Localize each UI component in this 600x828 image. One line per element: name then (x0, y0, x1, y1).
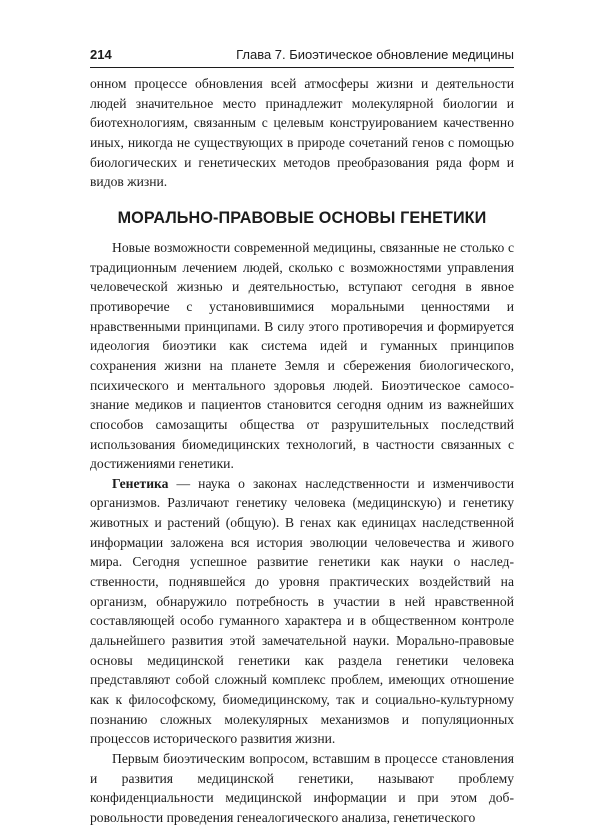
header-rule (90, 67, 514, 68)
running-header (90, 47, 514, 65)
term-genetics: Генетика (112, 475, 169, 491)
body-text (90, 74, 514, 828)
page-number: 214 (90, 47, 112, 62)
paragraph-continued: онном процессе обновления всей атмосферы жизни и деятельности людей значительное место принадлежит молекулярной биологии и биотехнологиям, связанным с целевым конструированием качественно иных, никогда не существующих в природе сочетаний генов с помощью биологических и генетических методов преобразования ряда форм и видов жизни. (90, 76, 514, 190)
paragraph-genetics-definition (90, 474, 514, 749)
paragraph-new-possibilities: Новые возможности современной медицины, связанные не столько с традиционным лечением людей, сколько с возможностями управления человеческой жизнью и деятельностью, вступают сегодня в явное противоречие с установившимися моральными ценностями и нравственными принципами. В силу этого противоречия и формируется идеология биоэтики как система идей и гуманных принципов сохранения жизни на планете Земля и сбережения биологического, психического и ментального здоровья людей. Биоэтическое самосознание медиков и пациентов становится сегодня одним из важнейших способов самозащиты общества от разрушительных последствий использования биомедицинских технологий, в частности связанных с достижениями генетики. (90, 239, 514, 472)
section-title: МОРАЛЬНО-ПРАВОВЫЕ ОСНОВЫ ГЕНЕТИКИ (117, 208, 487, 227)
paragraph-genetics-text: — наука о законах наследственности и изменчивости организмов. Различают генетику человека (медицинскую) и генетику животных и растений (общую). В генах как единицах наследственной информации заложена вся история эволюции человечества и живого мира. Сегодня успешное развитие генетики как науки о наследственности, поднявшейся до уровня практических воздействий на организм, обнаружило потребность в участии в ней нравственной составляющей особо гуманного характера и в общественном контроле дальнейшего развития этой замечательной науки. Морально-правовые основы медицинской генетики как раздела генетики человека представляют собой сложный комплекс проблем, имеющих отношение как к философскому, биомедицинскому, так и социально-культурному познанию сложных молекулярных механизмов и популяционных процессов исторического развития жизни. (90, 475, 514, 747)
running-title: Глава 7. Биоэтическое обновление медицины (236, 47, 514, 62)
paragraph-first-question: Первым биоэтическим вопросом, вставшим в процессе становления и развития медицинской генетики, называют проблему конфиденциальности медицинской информации и при этом добровольности проведения генеалогического анализа, генетического (90, 751, 514, 825)
